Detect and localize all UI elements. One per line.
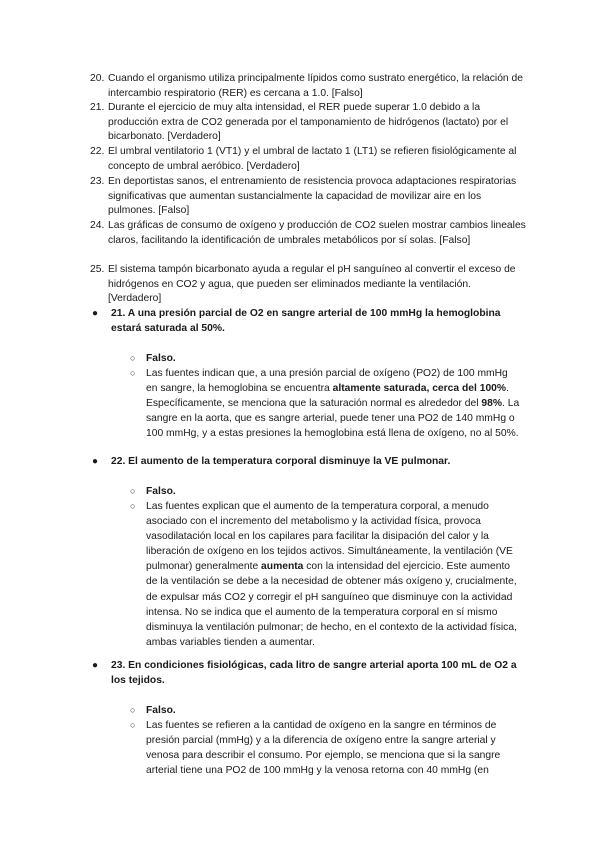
item-number: 21. bbox=[90, 102, 105, 113]
list-item bbox=[90, 175, 526, 219]
answer-explanation bbox=[130, 499, 522, 650]
answer-verdict bbox=[130, 703, 176, 718]
item-number: 24. bbox=[90, 220, 105, 231]
circle-bullet-icon: ○ bbox=[130, 705, 136, 715]
list-item bbox=[90, 72, 526, 101]
item-number: 20. bbox=[90, 73, 105, 84]
circle-bullet-icon: ○ bbox=[130, 720, 136, 730]
explanation-text: Las fuentes explican que el aumento de la temperatura corporal, a menudo asociado con el incremento del metabolismo y la actividad física, provoca vasodilatación local en los capilares para facilitar la disipación del calor y la liberación de oxígeno en los tejidos activos. Simultáneamente, la ventilación (VE pulmonar) generalmente aumenta con la intensidad del ejercicio. Este aumento de la ventilación se debe a la necesidad de obtener más oxígeno y, crucialmente, de expulsar más CO2 y corregir el pH sanguíneo que disminuye con la actividad intensa. No se indica que el aumento de la temperatura corporal en sí mismo disminuya la ventilación pulmonar; de hecho, en el contexto de la actividad física, ambas variables tienden a aumentar. bbox=[146, 501, 517, 648]
answer-text: Falso. bbox=[146, 353, 176, 364]
question-text: 23. En condiciones fisiológicas, cada litro de sangre arterial aporta 100 mL de O2 a los tejidos. bbox=[111, 660, 517, 687]
highlight: altamente saturada, cerca del 100% bbox=[332, 383, 507, 395]
question-statement bbox=[92, 454, 532, 469]
highlight: aumenta bbox=[261, 561, 304, 573]
answer-verdict bbox=[130, 484, 176, 499]
list-item bbox=[90, 101, 526, 145]
answer-explanation bbox=[130, 366, 522, 441]
circle-bullet-icon: ○ bbox=[130, 501, 136, 511]
list-item bbox=[90, 145, 526, 174]
answer-explanation bbox=[130, 718, 522, 778]
list-item bbox=[90, 219, 526, 248]
circle-bullet-icon: ○ bbox=[130, 486, 136, 496]
item-number: 25. bbox=[90, 264, 105, 275]
item-text: En deportistas sanos, el entrenamiento de resistencia provoca adaptaciones respiratorias significativas que aumentan sustancialmente la capacidad de movilizar aire en los pulmones. [Falso] bbox=[108, 176, 517, 217]
question-text: 21. A una presión parcial de O2 en sangre arterial de 100 mmHg la hemoglobina estará saturada al 50%. bbox=[111, 308, 501, 335]
explanation-text: Las fuentes indican que, a una presión parcial de oxígeno (PO2) de 100 mmHg en sangre, la hemoglobina se encuentra altamente saturada, cerca del 100%. Específicamente, se menciona que la saturación normal es alrededor del 98%. La sangre en la aorta, que es sangre arterial, puede tener una PO2 de 140 mmHg o 100 mmHg, y a estas presiones la hemoglobina está llena de oxígeno, no al 50%. bbox=[146, 368, 520, 440]
item-text: Las gráficas de consumo de oxígeno y producción de CO2 suelen mostrar cambios lineales claros, facilitando la identificación de umbrales metabólicos por sí solas. [Falso] bbox=[108, 220, 526, 246]
answer-text: Falso. bbox=[146, 486, 176, 497]
explanation-text: Las fuentes se refieren a la cantidad de oxígeno en la sangre en términos de presión parcial (mmHg) y a la diferencia de oxígeno entre la sangre arterial y venosa para describir el consumo. Por ejemplo, se menciona que si la sangre arterial tiene una PO2 de 100 mmHg y la venosa retorna con 40 mmHg (en bbox=[146, 720, 501, 777]
question-statement bbox=[92, 306, 532, 337]
circle-bullet-icon: ○ bbox=[130, 353, 136, 363]
bullet-icon: ● bbox=[92, 456, 99, 467]
list-item bbox=[90, 263, 526, 307]
item-number: 22. bbox=[90, 146, 105, 157]
answer-verdict bbox=[130, 351, 176, 366]
highlight: 98% bbox=[481, 398, 503, 410]
bullet-icon: ● bbox=[92, 660, 99, 671]
item-text: El sistema tampón bicarbonato ayuda a regular el pH sanguíneo al convertir el exceso de hidrógenos en CO2 y agua, que pueden ser eliminados mediante la ventilación. [Verdadero] bbox=[108, 264, 516, 305]
question-text: 22. El aumento de la temperatura corporal disminuye la VE pulmonar. bbox=[111, 456, 451, 467]
item-number: 23. bbox=[90, 176, 105, 187]
item-text: Durante el ejercicio de muy alta intensidad, el RER puede superar 1.0 debido a la producción extra de CO2 generada por el tamponamiento de hidrógenos (lactato) por el bicarbonato. [Verdadero] bbox=[108, 102, 509, 143]
circle-bullet-icon: ○ bbox=[130, 368, 136, 378]
answer-text: Falso. bbox=[146, 705, 176, 716]
question-statement bbox=[92, 658, 532, 689]
bullet-icon: ● bbox=[92, 308, 99, 319]
item-text: Cuando el organismo utiliza principalmente lípidos como sustrato energético, la relación de intercambio respiratorio (RER) es cercana a 1.0. [Falso] bbox=[108, 73, 523, 99]
item-text: El umbral ventilatorio 1 (VT1) y el umbral de lactato 1 (LT1) se refieren fisiológicamente al concepto de umbral aeróbico. [Verdadero] bbox=[108, 146, 517, 172]
